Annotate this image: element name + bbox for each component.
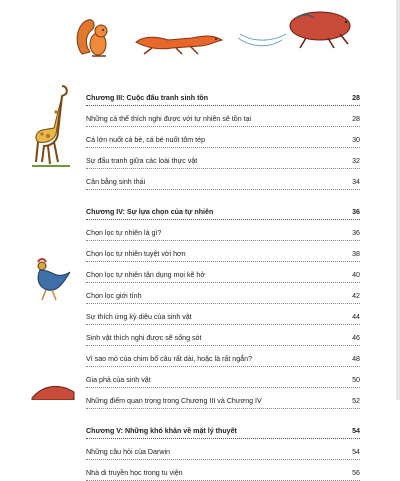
toc-entry[interactable] bbox=[86, 220, 360, 241]
toc-page-number: 28 bbox=[352, 115, 360, 123]
toc-page-number: 40 bbox=[352, 271, 360, 279]
toc-chapter-heading[interactable] bbox=[86, 200, 360, 220]
toc-page-number: 28 bbox=[352, 94, 360, 102]
toc-entry[interactable] bbox=[86, 106, 360, 127]
toc-chapter-heading[interactable] bbox=[86, 86, 360, 106]
toc-entry-title: Sinh vật thích nghi được sẽ sống sót bbox=[86, 334, 202, 342]
toc-chapter-heading[interactable] bbox=[86, 419, 360, 439]
toc-entry[interactable] bbox=[86, 460, 360, 481]
toc-entry[interactable] bbox=[86, 325, 360, 346]
toc-entry-title: Chương IV: Sự lựa chọn của tự nhiên bbox=[86, 208, 214, 216]
toc-entry-title: Sự đấu tranh giữa các loài thực vật bbox=[86, 157, 198, 165]
toc-entry-title: Chương III: Cuộc đấu tranh sinh tồn bbox=[86, 94, 209, 102]
toc-entry[interactable] bbox=[86, 241, 360, 262]
toc-entry-title: Những điểm quan trọng trong Chương III và Chương IV bbox=[86, 397, 262, 405]
toc-entry[interactable] bbox=[86, 367, 360, 388]
toc-entry-title: Nhà di truyền học trong tu viện bbox=[86, 469, 183, 477]
squirrel-illustration bbox=[72, 14, 112, 58]
toc-entry-title: Cá lớn nuốt cá bé, cá bé nuốt tôm tép bbox=[86, 136, 206, 144]
toc-entry-title: Gia phả của sinh vật bbox=[86, 376, 151, 384]
toc-entry[interactable] bbox=[86, 304, 360, 325]
page-edge bbox=[396, 0, 400, 400]
toc-page-number: 36 bbox=[352, 229, 360, 237]
toc-entry-title: Những câu hỏi của Darwin bbox=[86, 448, 171, 456]
toc-page-number: 56 bbox=[352, 469, 360, 477]
toc-page-number: 42 bbox=[352, 292, 360, 300]
section-gap bbox=[86, 190, 360, 200]
toc-page-number: 50 bbox=[352, 376, 360, 384]
toc-page-number: 30 bbox=[352, 136, 360, 144]
toc-entry-title: Sự thích ứng kỳ diệu của sinh vật bbox=[86, 313, 192, 321]
toc-page-number: 48 bbox=[352, 355, 360, 363]
toc-entry-title: Chương V: Những khó khăn về mặt lý thuyết bbox=[86, 427, 237, 435]
toc-page-number: 36 bbox=[352, 208, 360, 216]
toc-page-number: 46 bbox=[352, 334, 360, 342]
toc-entry-title: Những cá thể thích nghi được với tự nhiên sẽ tồn tại bbox=[86, 115, 252, 123]
toc-entry[interactable] bbox=[86, 127, 360, 148]
toc-page-number: 32 bbox=[352, 157, 360, 165]
toc-entry-title: Chọn lọc tự nhiên tận dụng mọi kẽ hở bbox=[86, 271, 206, 279]
toc-entry[interactable] bbox=[86, 262, 360, 283]
toc-entry[interactable] bbox=[86, 346, 360, 367]
running-fox-illustration bbox=[132, 28, 226, 56]
toc-entry[interactable] bbox=[86, 439, 360, 460]
table-of-contents bbox=[86, 86, 360, 481]
toc-entry[interactable] bbox=[86, 388, 360, 409]
toc-entry-title: Chọn lọc tự nhiên tuyệt vời hơn bbox=[86, 250, 186, 258]
toc-entry[interactable] bbox=[86, 283, 360, 304]
giraffe-illustration bbox=[28, 82, 74, 170]
toc-page-number: 52 bbox=[352, 397, 360, 405]
toc-page-number: 38 bbox=[352, 250, 360, 258]
section-gap bbox=[86, 409, 360, 419]
toc-entry-title: Chọn lọc giới tính bbox=[86, 292, 142, 300]
rooster-illustration bbox=[24, 254, 74, 302]
toc-page-number: 54 bbox=[352, 448, 360, 456]
bird-illustration bbox=[28, 380, 78, 400]
chasing-animals-illustration bbox=[236, 4, 360, 54]
toc-entry[interactable] bbox=[86, 169, 360, 190]
toc-entry-title: Chọn lọc tự nhiên là gì? bbox=[86, 229, 162, 237]
toc-entry-title: Cân bằng sinh thái bbox=[86, 178, 146, 186]
toc-entry-title: Vì sao mỏ của chim bổ câu rất dài, hoặc là rất ngắn? bbox=[86, 355, 253, 363]
toc-page-number: 44 bbox=[352, 313, 360, 321]
toc-page-number: 54 bbox=[352, 427, 360, 435]
toc-page-number: 34 bbox=[352, 178, 360, 186]
toc-entry[interactable] bbox=[86, 148, 360, 169]
